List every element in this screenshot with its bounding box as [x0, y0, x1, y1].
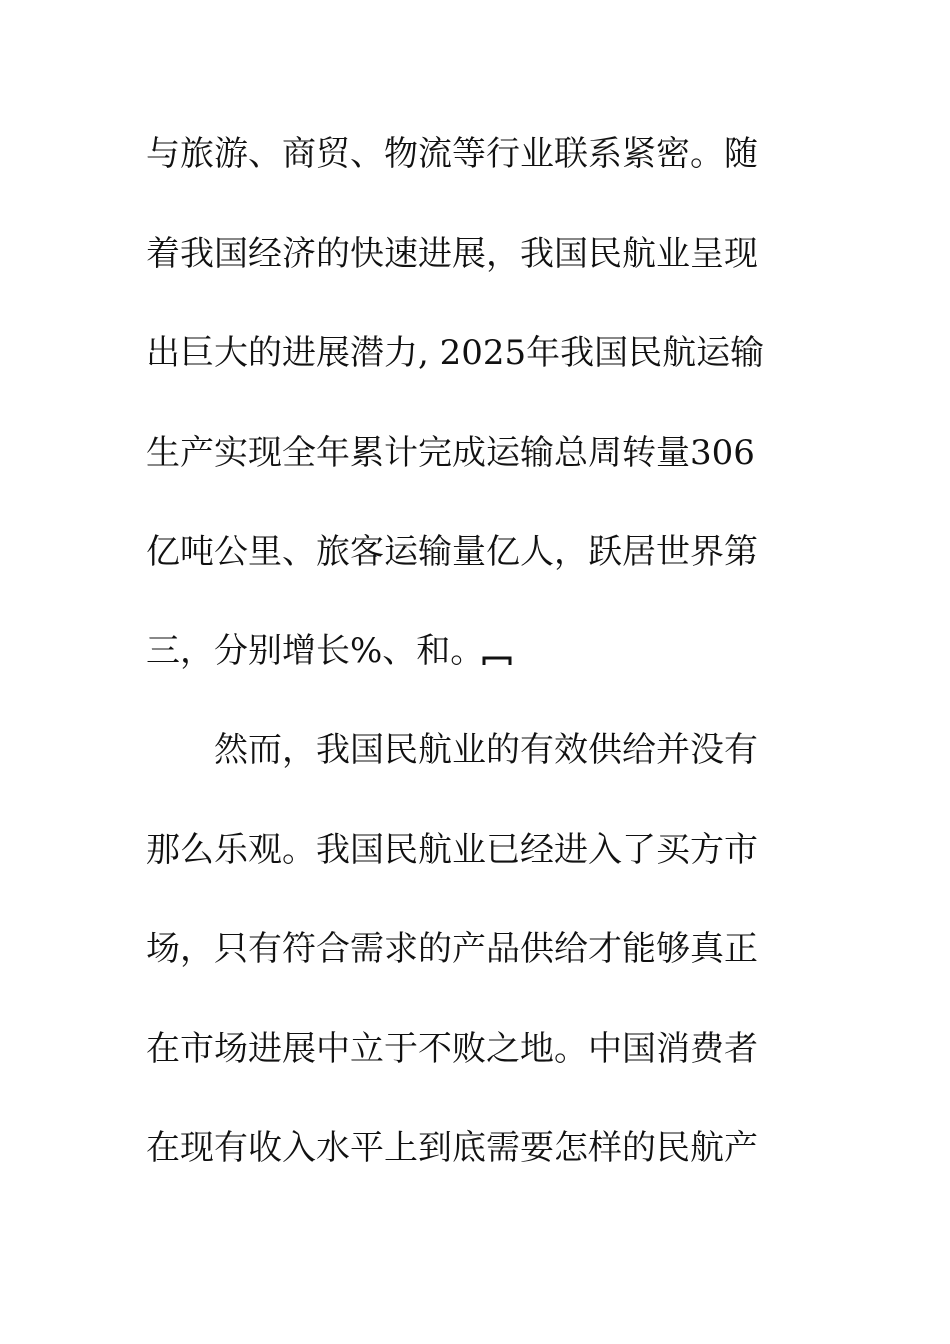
text-line: 与旅游、商贸、物流等行业联系紧密。随: [146, 134, 758, 174]
text-line: 在市场进展中立于不败之地。中国消费者: [146, 1029, 758, 1069]
text-line: 亿吨公里、旅客运输量亿人，跃居世界第: [146, 532, 758, 572]
text-line: 然而，我国民航业的有效供给并没有: [214, 730, 758, 770]
text-line: 生产实现全年累计完成运输总周转量306: [146, 433, 755, 473]
text-line: 出巨大的进展潜力, 2025年我国民航运输: [146, 333, 765, 373]
text-line: 三，分别增长%、和。: [146, 631, 485, 671]
text-line: 那么乐观。我国民航业已经进入了买方市: [146, 830, 758, 870]
text-line: 在现有收入水平上到底需要怎样的民航产: [146, 1128, 758, 1168]
footnote-bracket-icon: [482, 656, 512, 666]
text-line: 着我国经济的快速进展，我国民航业呈现: [146, 234, 758, 274]
text-line: 场，只有符合需求的产品供给才能够真正: [146, 929, 758, 969]
